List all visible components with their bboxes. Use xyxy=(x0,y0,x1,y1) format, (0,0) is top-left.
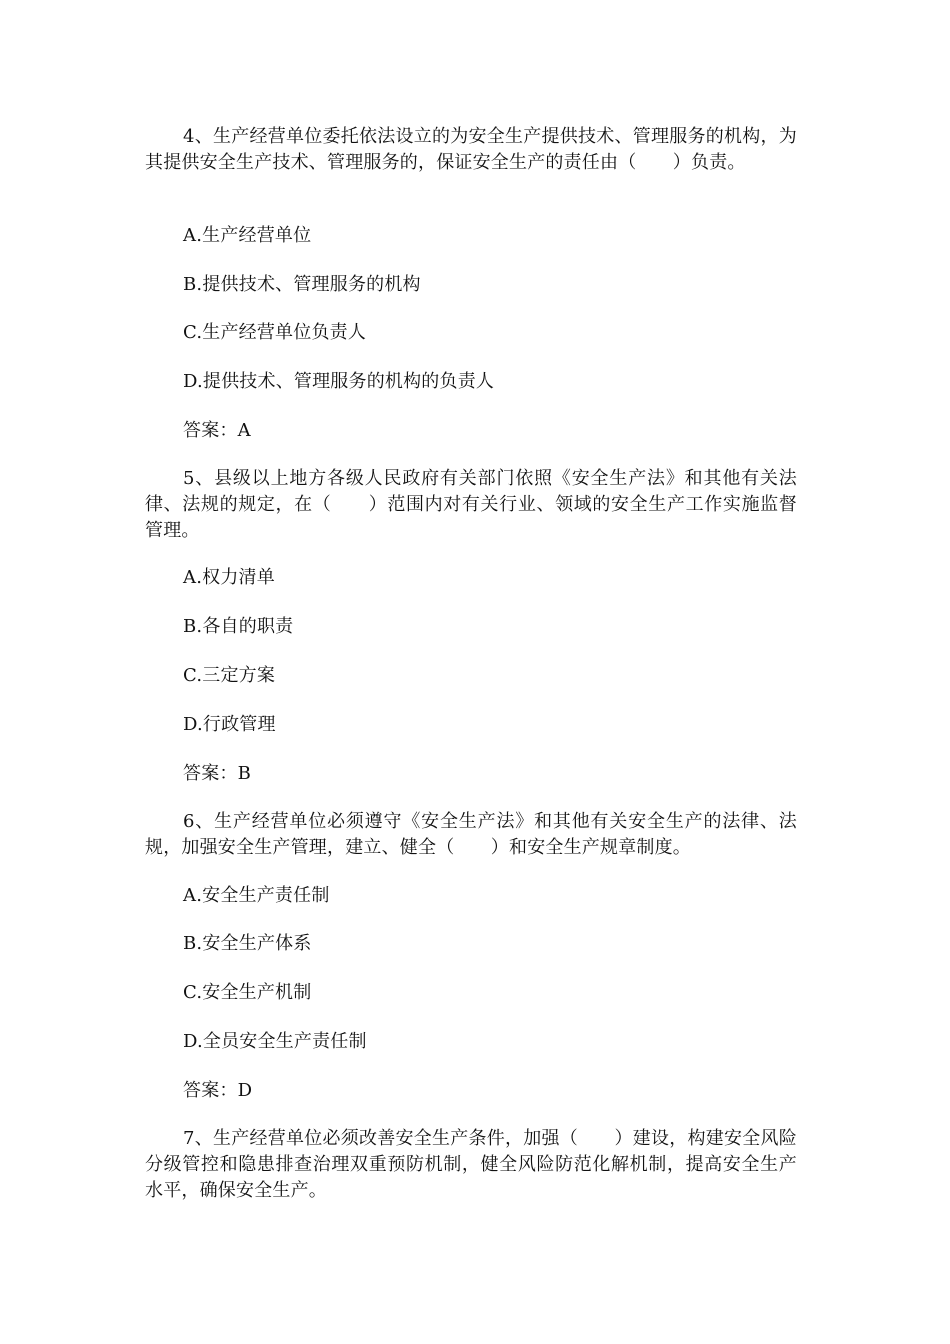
question-5-option-d: D.行政管理 xyxy=(183,714,276,735)
question-6-option-c: C.安全生产机制 xyxy=(183,982,312,1003)
question-6-option-b: B.安全生产体系 xyxy=(183,933,312,954)
question-5-option-c: C.三定方案 xyxy=(183,665,276,686)
question-4-option-c: C.生产经营单位负责人 xyxy=(183,322,367,343)
question-4-stem: 4、生产经营单位委托依法设立的为安全生产提供技术、管理服务的机构，为其提供安全生产技术、管理服务的，保证安全生产的责任由（ ）负责。 xyxy=(145,126,797,173)
question-6-stem: 6、生产经营单位必须遵守《安全生产法》和其他有关安全生产的法律、法规，加强安全生产管理，建立、健全（ ）和安全生产规章制度。 xyxy=(145,811,797,858)
question-5-option-b: B.各自的职责 xyxy=(183,616,294,637)
question-4-option-b: B.提供技术、管理服务的机构 xyxy=(183,274,421,295)
question-6-answer: 答案：D xyxy=(183,1080,253,1101)
question-7-stem: 7、生产经营单位必须改善安全生产条件，加强（ ）建设，构建安全风险分级管控和隐患排查治理双重预防机制，健全风险防范化解机制，提高安全生产水平，确保安全生产。 xyxy=(145,1128,797,1201)
question-5-stem: 5、县级以上地方各级人民政府有关部门依照《安全生产法》和其他有关法律、法规的规定，在（ ）范围内对有关行业、领域的安全生产工作实施监督管理。 xyxy=(145,468,797,541)
question-5-answer: 答案：B xyxy=(183,763,252,784)
question-6-option-a: A.安全生产责任制 xyxy=(183,885,330,906)
question-5-option-a: A.权力清单 xyxy=(183,567,275,588)
question-4-answer: 答案：A xyxy=(183,420,251,441)
question-4-option-a: A.生产经营单位 xyxy=(183,225,312,246)
question-4-option-d: D.提供技术、管理服务的机构的负责人 xyxy=(183,371,495,392)
question-6-option-d: D.全员安全生产责任制 xyxy=(183,1031,367,1052)
